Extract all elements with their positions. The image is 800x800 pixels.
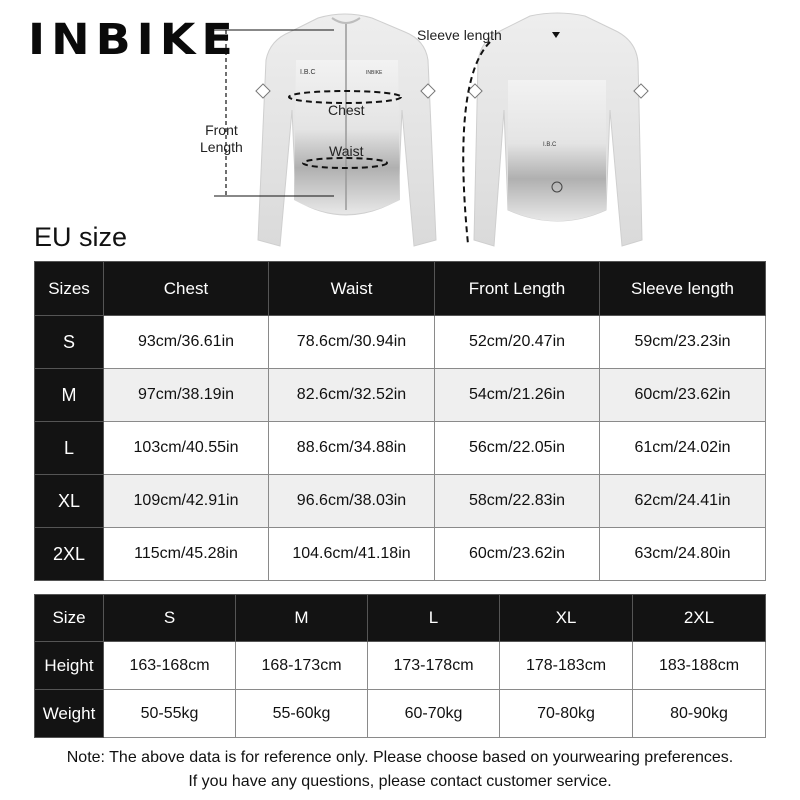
column-header: S (104, 595, 236, 642)
chest-cell: 97cm/38.19in (104, 369, 269, 422)
height-row (35, 642, 766, 690)
sleeve-length-cell: 60cm/23.62in (600, 369, 766, 422)
column-header: Chest (104, 262, 269, 316)
table-row (35, 475, 766, 528)
height-cell: 173-178cm (368, 642, 500, 690)
waist-cell: 82.6cm/32.52in (269, 369, 435, 422)
weight-cell: 80-90kg (633, 690, 766, 738)
column-header: L (368, 595, 500, 642)
sleeve-length-cell: 62cm/24.41in (600, 475, 766, 528)
size-cell: 2XL (35, 528, 104, 581)
waist-cell: 78.6cm/30.94in (269, 316, 435, 369)
column-header: M (236, 595, 368, 642)
size-cell: S (35, 316, 104, 369)
waist-cell: 88.6cm/34.88in (269, 422, 435, 475)
size-cell: XL (35, 475, 104, 528)
sleeve-length-label: Sleeve length (417, 27, 502, 43)
note-line-2: If you have any questions, please contact customer service. (188, 773, 612, 790)
chest-label: Chest (328, 102, 365, 118)
back-jersey (463, 13, 648, 246)
height-weight-table (34, 594, 766, 738)
height-cell: 178-183cm (500, 642, 633, 690)
weight-row (35, 690, 766, 738)
column-header: 2XL (633, 595, 766, 642)
front-jersey (214, 14, 436, 246)
size-cell: L (35, 422, 104, 475)
table-row (35, 528, 766, 581)
note-line-1: Note: The above data is for reference only. Please choose based on yourwearing preferences. (66, 749, 734, 766)
height-cell: 168-173cm (236, 642, 368, 690)
column-header: XL (500, 595, 633, 642)
weight-cell: 55-60kg (236, 690, 368, 738)
front-length-cell: 58cm/22.83in (435, 475, 600, 528)
section-title: EU size (34, 222, 128, 252)
column-header: Sizes (35, 262, 104, 316)
sleeve-length-cell: 59cm/23.23in (600, 316, 766, 369)
column-header: Sleeve length (600, 262, 766, 316)
weight-cell: 70-80kg (500, 690, 633, 738)
brand-logo: INBIKE (28, 14, 239, 64)
height-label: Height (35, 642, 104, 690)
front-length-cell: 52cm/20.47in (435, 316, 600, 369)
waist-label: Waist (329, 143, 364, 159)
table-row (35, 422, 766, 475)
sleeve-length-cell: 63cm/24.80in (600, 528, 766, 581)
chest-cell: 103cm/40.55in (104, 422, 269, 475)
height-cell: 163-168cm (104, 642, 236, 690)
chest-cell: 93cm/36.61in (104, 316, 269, 369)
weight-label: Weight (35, 690, 104, 738)
chest-logo-text: INBIKE (366, 70, 383, 76)
table-header-row (35, 595, 766, 642)
front-length-cell: 60cm/23.62in (435, 528, 600, 581)
weight-cell: 60-70kg (368, 690, 500, 738)
column-header: Front Length (435, 262, 600, 316)
waist-cell: 96.6cm/38.03in (269, 475, 435, 528)
size-cell: M (35, 369, 104, 422)
waist-cell: 104.6cm/41.18in (269, 528, 435, 581)
table-row (35, 316, 766, 369)
front-length-cell: 56cm/22.05in (435, 422, 600, 475)
sleeve-length-cell: 61cm/24.02in (600, 422, 766, 475)
chest-cell: 109cm/42.91in (104, 475, 269, 528)
table-header-row (35, 262, 766, 316)
front-logo-text: I.B.C (300, 69, 316, 76)
table-row (35, 369, 766, 422)
weight-cell: 50-55kg (104, 690, 236, 738)
jersey-illustration (0, 0, 800, 260)
column-header: Size (35, 595, 104, 642)
eu-size-table (34, 261, 766, 581)
front-length-label: Front Length (200, 122, 243, 155)
front-length-cell: 54cm/21.26in (435, 369, 600, 422)
height-cell: 183-188cm (633, 642, 766, 690)
column-header: Waist (269, 262, 435, 316)
chest-cell: 115cm/45.28in (104, 528, 269, 581)
back-logo-text: I.B.C (543, 142, 557, 148)
